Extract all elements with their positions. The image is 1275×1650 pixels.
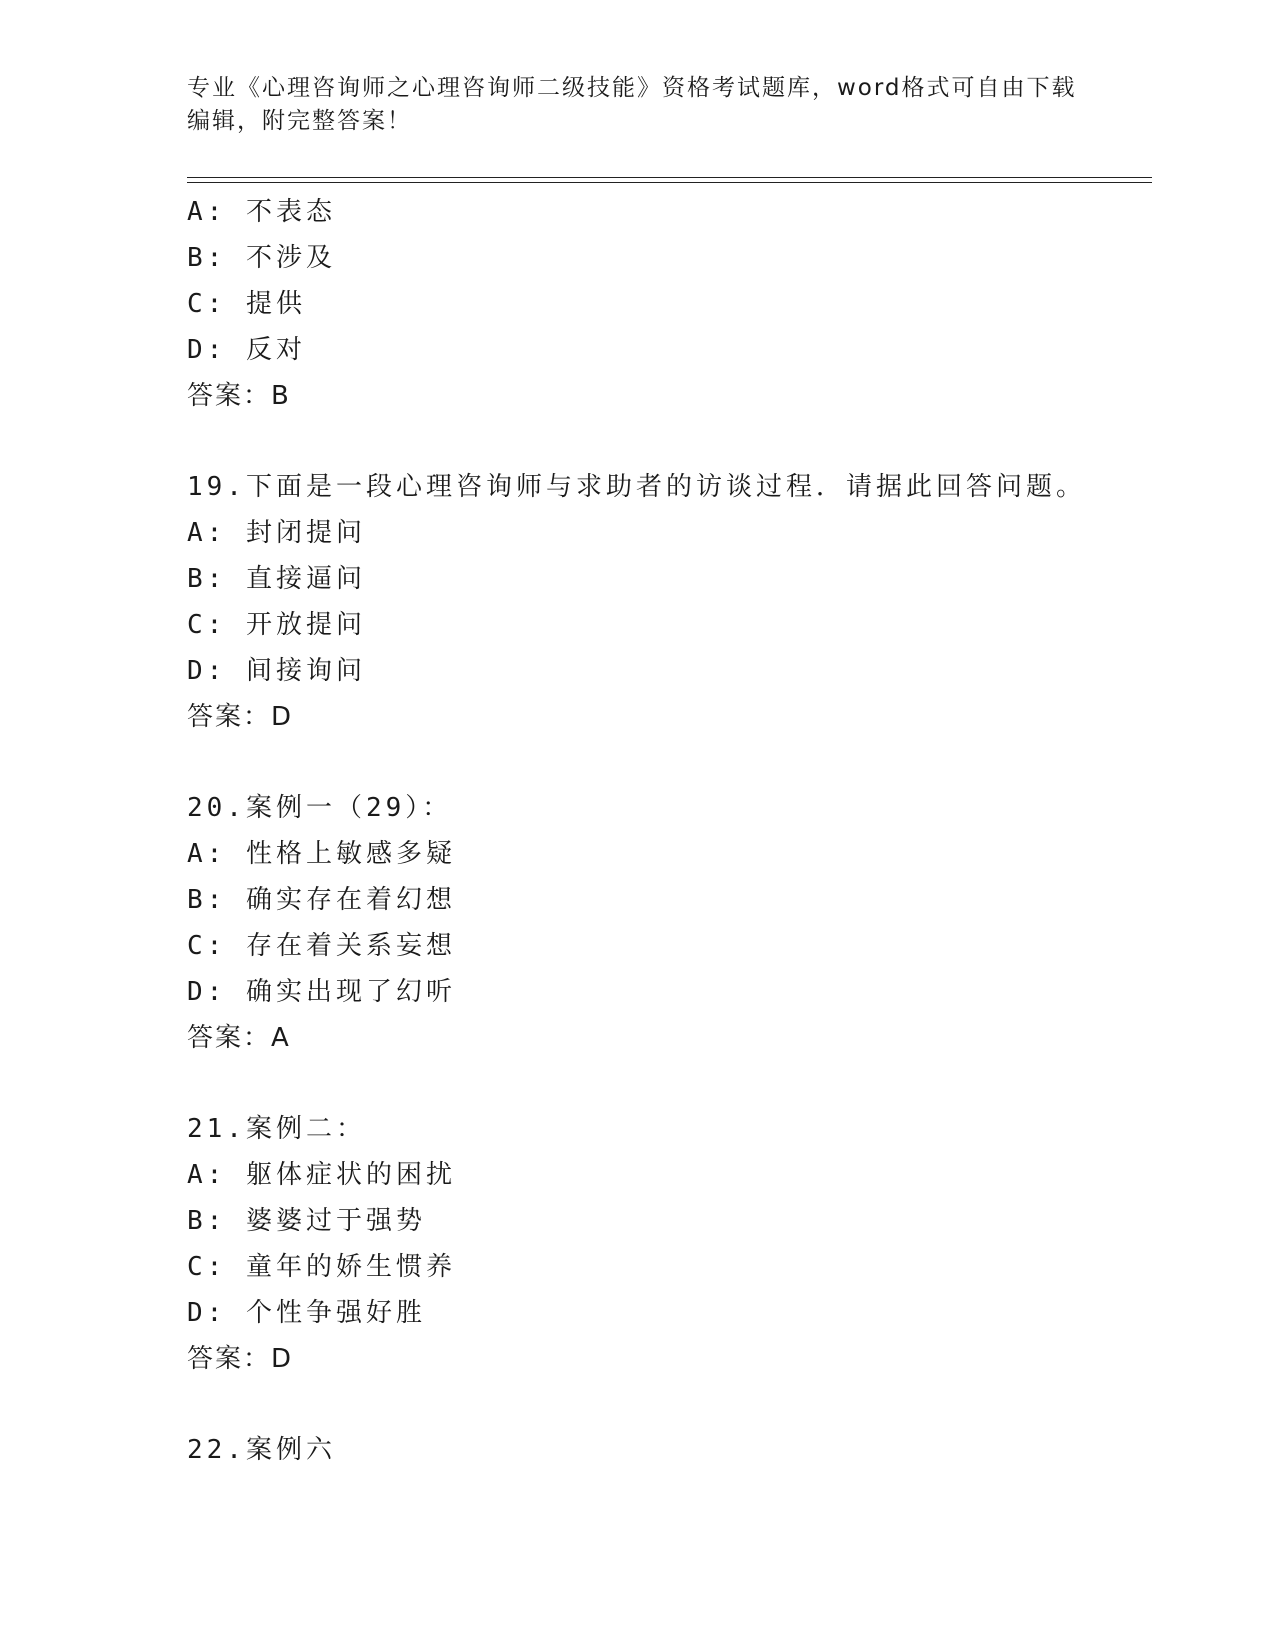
option-d: D: 间接询问 [187,656,366,686]
spacer [187,1061,1152,1106]
option-d: D: 个性争强好胜 [187,1298,426,1328]
question-stem: 19.下面是一段心理咨询师与求助者的访谈过程．请据此回答问题。 [187,472,1086,502]
option-d: D: 反对 [187,335,306,365]
spacer [187,1382,1152,1427]
option-c: C: 开放提问 [187,610,366,640]
option-a: A: 躯体症状的困扰 [187,1160,456,1190]
question-stem: 22.案例六 [187,1435,336,1465]
header-line-1: 专业《心理咨询师之心理咨询师二级技能》资格考试题库，word格式可自由下载 [187,75,1077,101]
option-a: A: 封闭提问 [187,518,366,548]
option-a: A: 性格上敏感多疑 [187,839,456,869]
option-b: B: 直接逼问 [187,564,366,594]
document-header [187,72,1087,138]
option-c: C: 提供 [187,289,306,319]
answer-line: 答案：D [187,702,294,732]
spacer [187,419,1152,464]
header-divider-bottom [187,182,1152,183]
spacer [187,740,1152,785]
question-stem: 21.案例二： [187,1114,366,1144]
option-c: C: 童年的娇生惯养 [187,1252,456,1282]
option-b: B: 确实存在着幻想 [187,885,456,915]
question-stem: 20.案例一（29）： [187,793,453,823]
answer-line: 答案：D [187,1344,294,1374]
option-d: D: 确实出现了幻听 [187,977,456,1007]
option-b: B: 不涉及 [187,243,336,273]
answer-line: 答案：A [187,1023,291,1053]
option-c: C: 存在着关系妄想 [187,931,456,961]
option-b: B: 婆婆过于强势 [187,1206,426,1236]
question-list [187,189,1152,1473]
answer-line: 答案：B [187,381,291,411]
header-line-2: 编辑，附完整答案！ [187,108,412,134]
header-divider-top [187,177,1152,178]
option-a: A: 不表态 [187,197,336,227]
